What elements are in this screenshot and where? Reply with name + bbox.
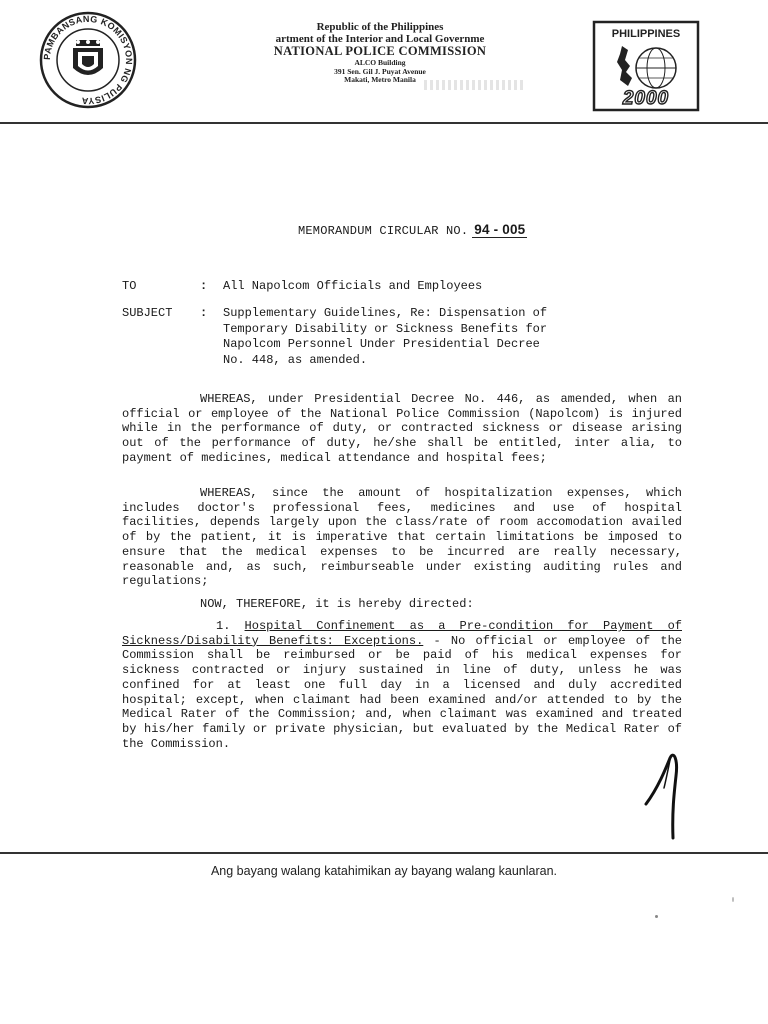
memo-title: [298, 222, 527, 238]
svg-text:PAMBANSANG KOMISYON NG PULISYA: PAMBANSANG KOMISYON NG PULISYA: [41, 13, 135, 107]
whereas-paragraph-2: WHEREAS, since the amount of hospitalization expenses, which includes doctor's professional fees, medicines and use of hospital facilities, depends largely upon the class/rate of room accomodation availed of by the patient, it is imperative that certain limitations be imposed to ensure that the medical expenses to be incurred are really necessary, reasonable and, as such, reimburseable under existing auditing rules and regulations;: [122, 486, 682, 589]
svg-text:2000: 2000: [622, 88, 670, 109]
scan-speck: [732, 897, 734, 902]
subject-value: Supplementary Guidelines, Re: Dispensation of Temporary Disability or Sickness Benefits for Napolcom Personnel Under Presidential Decree No. 448, as amended.: [223, 306, 548, 367]
handwritten-initial-icon: [640, 746, 688, 846]
letterhead-commission: NATIONAL POLICE COMMISSION: [273, 44, 487, 59]
letterhead-republic: Republic of the Philippines: [316, 21, 444, 33]
to-value: All Napolcom Officials and Employees: [223, 279, 483, 293]
address-line: ALCO Building: [354, 58, 406, 68]
subject-colon: :: [200, 306, 208, 320]
faint-stamp: [424, 80, 524, 90]
header-rule: [0, 122, 768, 124]
address-line: Makati, Metro Manila: [344, 75, 416, 85]
to-field: [0, 279, 768, 295]
subject-label: SUBJECT: [122, 306, 173, 320]
subject-field: [0, 306, 768, 370]
address-line: 391 Sen. Gil J. Puyat Avenue: [334, 66, 426, 76]
memo-number: 94 - 005: [474, 222, 526, 237]
footer-rule: [0, 852, 768, 854]
svg-text:PHILIPPINES: PHILIPPINES: [611, 28, 681, 40]
whereas-paragraph-1: WHEREAS, under Presidential Decree No. 446, as amended, when an official or employee of the National Police Commission (Napolcom) is injured while in the performance of duty, or contracted sickness or disease arising out of the performance of duty, he/she shall be entitled, inter alia, to payment of medicines, medical attendance and hospital fees;: [122, 392, 682, 465]
to-label: TO: [122, 279, 137, 293]
scan-speck: [655, 915, 658, 918]
letterhead: [230, 22, 530, 85]
item-number: 1.: [216, 619, 231, 633]
item-body: - No official or employee of the Commission shall be reimbursed or be paid of his medical expenses for sickness contracted or injury sustained in line of duty, unless he was confined for at least one full day in a licensed and duly accredited hospital; except, when claimant had been examined and/or attended to by the Medical Rater of the Commission; and, when claimant was examined and treated by his/her family or private physician, but evaluated by the Medical Rater of the Commission.: [122, 633, 683, 751]
letterhead-department: artment of the Interior and Local Governme: [275, 32, 485, 45]
item-heading: Hospital Confinement as a Pre-condition for Payment of Sickness/Disability Benefits: Exceptions.: [122, 619, 682, 648]
napolcom-seal-icon: [38, 10, 138, 110]
memo-title-text: MEMORANDUM CIRCULAR NO.: [298, 224, 469, 238]
to-colon: :: [200, 279, 208, 293]
therefore-line: NOW, THEREFORE, it is hereby directed:: [200, 597, 474, 611]
directive-item-1: [122, 619, 682, 751]
philippines-2000-logo-icon: [592, 20, 700, 112]
footer-motto: Ang bayang walang katahimikan ay bayang walang kaunlaran.: [210, 864, 558, 878]
